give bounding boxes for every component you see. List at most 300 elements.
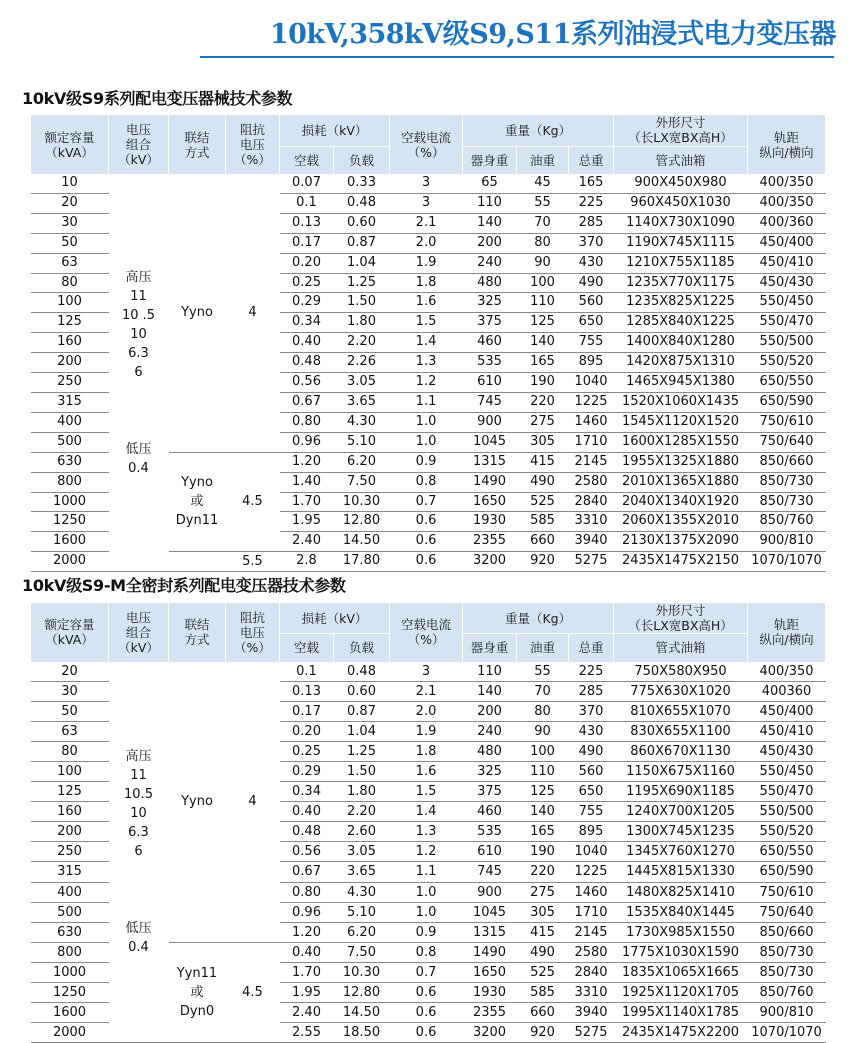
cell-dims: 1345X760X1270: [614, 842, 748, 862]
cell-loss-load: 6.20: [334, 452, 390, 472]
cell-weight-body: 745: [463, 392, 517, 412]
cell-loss-load: 3.05: [334, 373, 390, 393]
cell-capacity: 400: [31, 882, 109, 902]
cell-weight-oil: 55: [517, 662, 569, 682]
cell-loss-load: 2.60: [334, 822, 390, 842]
th-loss-noload: 空载: [280, 634, 334, 662]
cell-weight-total: 5275: [569, 552, 614, 572]
cell-loss-load: 7.50: [334, 472, 390, 492]
cell-dims: 900X450X980: [614, 174, 748, 193]
th-loss-load: 负载: [334, 634, 390, 662]
cell-weight-total: 2580: [569, 472, 614, 492]
th-current: 空载电流 （%）: [390, 115, 463, 174]
cell-weight-oil: 525: [517, 962, 569, 982]
cell-loss-load: 17.80: [334, 552, 390, 572]
cell-weight-body: 610: [463, 842, 517, 862]
cell-weight-oil: 220: [517, 392, 569, 412]
cell-capacity: 315: [31, 862, 109, 882]
th-weight-body: 器身重: [463, 146, 517, 174]
th-impedance: 阻抗 电压 （%）: [226, 115, 280, 174]
cell-dims: 1545X1120X1520: [614, 412, 748, 432]
cell-capacity: 160: [31, 802, 109, 822]
cell-capacity: 100: [31, 293, 109, 313]
cell-weight-oil: 165: [517, 353, 569, 373]
cell-weight-oil: 80: [517, 233, 569, 253]
cell-capacity: 1600: [31, 1003, 109, 1023]
cell-gauge: 900/810: [748, 1003, 826, 1023]
cell-current: 0.9: [390, 922, 463, 942]
cell-gauge: 550/520: [748, 822, 826, 842]
cell-impedance-b: 4.5: [226, 942, 280, 1042]
cell-dims: 960X450X1030: [614, 193, 748, 213]
cell-weight-oil: 415: [517, 922, 569, 942]
cell-dims: 1300X745X1235: [614, 822, 748, 842]
cell-current: 2.0: [390, 233, 463, 253]
cell-weight-oil: 305: [517, 432, 569, 452]
cell-gauge: 400/350: [748, 193, 826, 213]
cell-weight-total: 3940: [569, 532, 614, 552]
cell-weight-oil: 70: [517, 681, 569, 701]
cell-connection-b: Yyn11 或 Dyn0: [169, 942, 226, 1042]
cell-loss-load: 12.80: [334, 983, 390, 1003]
cell-gauge: 850/730: [748, 942, 826, 962]
cell-current: 1.6: [390, 761, 463, 781]
cell-gauge: 650/550: [748, 373, 826, 393]
cell-weight-total: 285: [569, 681, 614, 701]
cell-capacity: 200: [31, 353, 109, 373]
cell-weight-body: 900: [463, 412, 517, 432]
cell-gauge: 450/410: [748, 253, 826, 273]
cell-gauge: 850/730: [748, 492, 826, 512]
section-title-s9: 10kV级S9系列配电变压器械技术参数: [22, 89, 293, 108]
cell-weight-total: 430: [569, 253, 614, 273]
cell-capacity: 2000: [31, 1023, 109, 1043]
cell-weight-total: 1710: [569, 902, 614, 922]
cell-dims: 1190X745X1115: [614, 233, 748, 253]
cell-weight-total: 2840: [569, 492, 614, 512]
cell-loss-noload: 0.34: [280, 313, 334, 333]
cell-dims: 1480X825X1410: [614, 882, 748, 902]
cell-capacity: 50: [31, 233, 109, 253]
th-connection: 联结 方式: [169, 603, 226, 662]
cell-dims: 1140X730X1090: [614, 213, 748, 233]
cell-weight-body: 375: [463, 313, 517, 333]
cell-current: 1.9: [390, 721, 463, 741]
cell-gauge: 1070/1070: [748, 1023, 826, 1043]
th-dims: 外形尺寸 （长LX宽BX高H）: [614, 115, 748, 146]
cell-loss-noload: 0.1: [280, 193, 334, 213]
cell-loss-load: 5.10: [334, 902, 390, 922]
cell-loss-load: 3.05: [334, 842, 390, 862]
cell-loss-noload: 0.17: [280, 701, 334, 721]
cell-weight-body: 140: [463, 213, 517, 233]
cell-loss-load: 18.50: [334, 1023, 390, 1043]
cell-weight-oil: 920: [517, 552, 569, 572]
cell-current: 0.6: [390, 1003, 463, 1023]
cell-loss-load: 0.60: [334, 213, 390, 233]
cell-loss-noload: 2.8: [280, 552, 334, 572]
cell-weight-oil: 275: [517, 882, 569, 902]
cell-loss-noload: 1.70: [280, 962, 334, 982]
cell-current: 1.9: [390, 253, 463, 273]
cell-capacity: 1250: [31, 512, 109, 532]
spec-table-s9m: [30, 603, 826, 1043]
table-row: [31, 662, 826, 682]
cell-dims: 1925X1120X1705: [614, 983, 748, 1003]
cell-dims: 1775X1030X1590: [614, 942, 748, 962]
cell-loss-noload: 1.20: [280, 922, 334, 942]
th-loss: 损耗（kV）: [280, 603, 390, 634]
cell-dims: 1995X1140X1785: [614, 1003, 748, 1023]
cell-weight-total: 3310: [569, 983, 614, 1003]
cell-current: 0.6: [390, 1023, 463, 1043]
cell-capacity: 250: [31, 373, 109, 393]
th-loss-noload: 空载: [280, 146, 334, 174]
cell-loss-noload: 0.40: [280, 333, 334, 353]
cell-capacity: 800: [31, 942, 109, 962]
cell-current: 1.3: [390, 353, 463, 373]
cell-current: 1.3: [390, 822, 463, 842]
cell-gauge: 850/730: [748, 472, 826, 492]
cell-loss-noload: 0.48: [280, 822, 334, 842]
cell-weight-body: 480: [463, 273, 517, 293]
cell-gauge: 750/610: [748, 882, 826, 902]
cell-weight-oil: 165: [517, 822, 569, 842]
cell-capacity: 1000: [31, 962, 109, 982]
cell-weight-oil: 275: [517, 412, 569, 432]
cell-loss-noload: 0.96: [280, 902, 334, 922]
page-title: 10kV,358kV级S9,S11系列油浸式电力变压器: [269, 19, 836, 50]
cell-weight-total: 895: [569, 353, 614, 373]
cell-capacity: 100: [31, 761, 109, 781]
cell-gauge: 1070/1070: [748, 552, 826, 572]
cell-weight-body: 325: [463, 293, 517, 313]
cell-weight-total: 3940: [569, 1003, 614, 1023]
cell-loss-noload: 0.29: [280, 761, 334, 781]
cell-weight-body: 535: [463, 822, 517, 842]
cell-capacity: 800: [31, 472, 109, 492]
cell-current: 0.9: [390, 452, 463, 472]
cell-gauge: 850/760: [748, 512, 826, 532]
cell-dims: 2060X1355X2010: [614, 512, 748, 532]
cell-weight-body: 1315: [463, 452, 517, 472]
cell-capacity: 10: [31, 174, 109, 193]
cell-weight-body: 1490: [463, 942, 517, 962]
cell-loss-load: 1.80: [334, 313, 390, 333]
cell-gauge: 750/640: [748, 432, 826, 452]
cell-weight-total: 650: [569, 313, 614, 333]
th-capacity: 额定容量 （kVA）: [31, 603, 109, 662]
cell-loss-noload: 0.67: [280, 392, 334, 412]
cell-weight-total: 650: [569, 782, 614, 802]
cell-weight-body: 65: [463, 174, 517, 193]
cell-gauge: 550/450: [748, 293, 826, 313]
table-body-s9m: [31, 662, 826, 1043]
cell-impedance-c: 5.5: [226, 552, 280, 572]
title-rule: [200, 56, 834, 58]
cell-loss-load: 2.26: [334, 353, 390, 373]
cell-weight-oil: 490: [517, 472, 569, 492]
cell-dims: 830X655X1100: [614, 721, 748, 741]
cell-dims: 1835X1065X1665: [614, 962, 748, 982]
cell-dims: 1465X945X1380: [614, 373, 748, 393]
cell-weight-total: 755: [569, 333, 614, 353]
cell-loss-load: 1.25: [334, 273, 390, 293]
cell-weight-body: 140: [463, 681, 517, 701]
cell-capacity: 20: [31, 193, 109, 213]
cell-gauge: 850/760: [748, 983, 826, 1003]
cell-weight-oil: 305: [517, 902, 569, 922]
cell-dims: 1445X815X1330: [614, 862, 748, 882]
cell-loss-noload: 1.95: [280, 983, 334, 1003]
cell-weight-body: 2355: [463, 532, 517, 552]
th-weight-total: 总重: [569, 634, 614, 662]
cell-loss-load: 3.65: [334, 392, 390, 412]
cell-dims: 2040X1340X1920: [614, 492, 748, 512]
cell-weight-total: 1460: [569, 412, 614, 432]
cell-weight-body: 1650: [463, 492, 517, 512]
cell-loss-noload: 0.29: [280, 293, 334, 313]
cell-capacity: 80: [31, 273, 109, 293]
cell-weight-total: 225: [569, 662, 614, 682]
cell-current: 0.7: [390, 492, 463, 512]
cell-current: 0.7: [390, 962, 463, 982]
th-voltage: 电压 组合 （kV）: [109, 115, 169, 174]
cell-weight-oil: 660: [517, 1003, 569, 1023]
th-weight-oil: 油重: [517, 634, 569, 662]
cell-gauge: 400/360: [748, 213, 826, 233]
cell-weight-body: 460: [463, 333, 517, 353]
cell-loss-noload: 0.40: [280, 802, 334, 822]
cell-gauge: 750/640: [748, 902, 826, 922]
cell-weight-total: 1710: [569, 432, 614, 452]
cell-weight-total: 370: [569, 701, 614, 721]
th-gauge: 轨距 纵向/横向: [748, 603, 826, 662]
cell-loss-load: 10.30: [334, 962, 390, 982]
cell-loss-load: 0.60: [334, 681, 390, 701]
cell-weight-oil: 220: [517, 862, 569, 882]
cell-weight-oil: 140: [517, 802, 569, 822]
spec-table-s9: [30, 115, 826, 572]
cell-weight-body: 200: [463, 701, 517, 721]
cell-gauge: 450/430: [748, 741, 826, 761]
cell-capacity: 160: [31, 333, 109, 353]
cell-weight-body: 240: [463, 253, 517, 273]
cell-loss-load: 4.30: [334, 882, 390, 902]
cell-gauge: 850/660: [748, 452, 826, 472]
cell-voltage-group: 高压 11 10.5 10 6.3 6 低压 0.4: [109, 662, 169, 1043]
cell-loss-noload: 2.40: [280, 1003, 334, 1023]
cell-weight-total: 490: [569, 741, 614, 761]
cell-dims: 1240X700X1205: [614, 802, 748, 822]
cell-current: 1.0: [390, 882, 463, 902]
cell-weight-total: 560: [569, 293, 614, 313]
cell-weight-body: 1930: [463, 512, 517, 532]
cell-loss-load: 5.10: [334, 432, 390, 452]
cell-loss-load: 2.20: [334, 802, 390, 822]
th-gauge: 轨距 纵向/横向: [748, 115, 826, 174]
cell-dims: 1285X840X1225: [614, 313, 748, 333]
th-capacity: 额定容量 （kVA）: [31, 115, 109, 174]
cell-gauge: 450/430: [748, 273, 826, 293]
cell-weight-oil: 525: [517, 492, 569, 512]
cell-loss-load: 10.30: [334, 492, 390, 512]
cell-weight-oil: 110: [517, 293, 569, 313]
cell-loss-load: 0.87: [334, 233, 390, 253]
table-body-s9: [31, 174, 826, 572]
cell-loss-load: 1.04: [334, 253, 390, 273]
cell-loss-noload: 0.1: [280, 662, 334, 682]
cell-current: 0.6: [390, 983, 463, 1003]
cell-current: 1.8: [390, 273, 463, 293]
cell-current: 0.8: [390, 472, 463, 492]
cell-weight-body: 1650: [463, 962, 517, 982]
cell-loss-noload: 0.13: [280, 681, 334, 701]
cell-weight-total: 225: [569, 193, 614, 213]
cell-capacity: 50: [31, 701, 109, 721]
cell-current: 1.2: [390, 842, 463, 862]
cell-loss-noload: 0.40: [280, 942, 334, 962]
cell-weight-body: 2355: [463, 1003, 517, 1023]
cell-dims: 1535X840X1445: [614, 902, 748, 922]
cell-dims: 2435X1475X2200: [614, 1023, 748, 1043]
cell-capacity: 30: [31, 681, 109, 701]
cell-weight-body: 3200: [463, 1023, 517, 1043]
th-impedance: 阻抗 电压 （%）: [226, 603, 280, 662]
cell-weight-body: 610: [463, 373, 517, 393]
cell-loss-load: 14.50: [334, 532, 390, 552]
cell-capacity: 630: [31, 922, 109, 942]
th-weight: 重量（Kg）: [463, 115, 614, 146]
cell-impedance-a: 4: [226, 174, 280, 452]
cell-weight-oil: 100: [517, 273, 569, 293]
cell-dims: 2010X1365X1880: [614, 472, 748, 492]
cell-dims: 810X655X1070: [614, 701, 748, 721]
cell-weight-body: 3200: [463, 552, 517, 572]
cell-weight-total: 895: [569, 822, 614, 842]
cell-loss-load: 1.04: [334, 721, 390, 741]
cell-loss-noload: 0.20: [280, 721, 334, 741]
cell-dims: 1150X675X1160: [614, 761, 748, 781]
cell-loss-noload: 0.56: [280, 842, 334, 862]
cell-weight-oil: 140: [517, 333, 569, 353]
th-weight-body: 器身重: [463, 634, 517, 662]
cell-weight-oil: 90: [517, 721, 569, 741]
cell-gauge: 550/500: [748, 333, 826, 353]
th-connection: 联结 方式: [169, 115, 226, 174]
cell-weight-body: 110: [463, 662, 517, 682]
cell-weight-body: 200: [463, 233, 517, 253]
cell-current: 1.0: [390, 432, 463, 452]
cell-capacity: 20: [31, 662, 109, 682]
cell-gauge: 550/470: [748, 782, 826, 802]
cell-weight-body: 1045: [463, 902, 517, 922]
cell-weight-body: 900: [463, 882, 517, 902]
cell-weight-body: 1930: [463, 983, 517, 1003]
cell-loss-load: 6.20: [334, 922, 390, 942]
cell-gauge: 400/350: [748, 662, 826, 682]
cell-loss-load: 1.80: [334, 782, 390, 802]
cell-dims: 1235X770X1175: [614, 273, 748, 293]
th-dims: 外形尺寸 （长LX宽BX高H）: [614, 603, 748, 634]
cell-capacity: 500: [31, 432, 109, 452]
th-weight: 重量（Kg）: [463, 603, 614, 634]
cell-capacity: 125: [31, 313, 109, 333]
cell-gauge: 650/550: [748, 842, 826, 862]
cell-current: 3: [390, 174, 463, 193]
th-dims-tank: 管式油箱: [614, 146, 748, 174]
cell-current: 1.8: [390, 741, 463, 761]
cell-loss-noload: 1.70: [280, 492, 334, 512]
cell-dims: 1600X1285X1550: [614, 432, 748, 452]
cell-gauge: 750/610: [748, 412, 826, 432]
cell-weight-oil: 585: [517, 512, 569, 532]
cell-dims: 1210X755X1185: [614, 253, 748, 273]
cell-dims: 1195X690X1185: [614, 782, 748, 802]
cell-loss-noload: 0.17: [280, 233, 334, 253]
cell-capacity: 500: [31, 902, 109, 922]
cell-capacity: 200: [31, 822, 109, 842]
cell-gauge: 450/410: [748, 721, 826, 741]
cell-capacity: 250: [31, 842, 109, 862]
cell-dims: 2435X1475X2150: [614, 552, 748, 572]
cell-gauge: 450/400: [748, 233, 826, 253]
cell-weight-total: 2840: [569, 962, 614, 982]
cell-loss-load: 0.48: [334, 662, 390, 682]
cell-capacity: 1600: [31, 532, 109, 552]
cell-dims: 1400X840X1280: [614, 333, 748, 353]
cell-gauge: 650/590: [748, 392, 826, 412]
cell-loss-load: 7.50: [334, 942, 390, 962]
cell-capacity: 1000: [31, 492, 109, 512]
cell-dims: 860X670X1130: [614, 741, 748, 761]
cell-gauge: 550/450: [748, 761, 826, 781]
cell-loss-noload: 0.48: [280, 353, 334, 373]
cell-weight-body: 1490: [463, 472, 517, 492]
cell-dims: 2130X1375X2090: [614, 532, 748, 552]
cell-impedance-a: 4: [226, 662, 280, 943]
cell-gauge: 400/350: [748, 174, 826, 193]
cell-capacity: 63: [31, 253, 109, 273]
cell-weight-oil: 110: [517, 761, 569, 781]
cell-weight-oil: 660: [517, 532, 569, 552]
cell-gauge: 650/590: [748, 862, 826, 882]
cell-weight-oil: 80: [517, 701, 569, 721]
cell-dims: 1235X825X1225: [614, 293, 748, 313]
cell-loss-noload: 1.20: [280, 452, 334, 472]
cell-gauge: 550/470: [748, 313, 826, 333]
cell-current: 3: [390, 662, 463, 682]
cell-connection-a: Yyno: [169, 662, 226, 943]
cell-weight-total: 5275: [569, 1023, 614, 1043]
cell-loss-load: 3.65: [334, 862, 390, 882]
cell-loss-noload: 0.56: [280, 373, 334, 393]
cell-loss-noload: 1.95: [280, 512, 334, 532]
cell-loss-load: 0.48: [334, 193, 390, 213]
cell-weight-body: 745: [463, 862, 517, 882]
cell-loss-load: 0.33: [334, 174, 390, 193]
cell-current: 2.1: [390, 213, 463, 233]
cell-weight-body: 240: [463, 721, 517, 741]
cell-gauge: 850/660: [748, 922, 826, 942]
cell-weight-oil: 490: [517, 942, 569, 962]
cell-weight-total: 1040: [569, 373, 614, 393]
cell-capacity: 315: [31, 392, 109, 412]
cell-capacity: 63: [31, 721, 109, 741]
cell-loss-load: 1.50: [334, 293, 390, 313]
cell-dims: 775X630X1020: [614, 681, 748, 701]
cell-current: 1.5: [390, 313, 463, 333]
